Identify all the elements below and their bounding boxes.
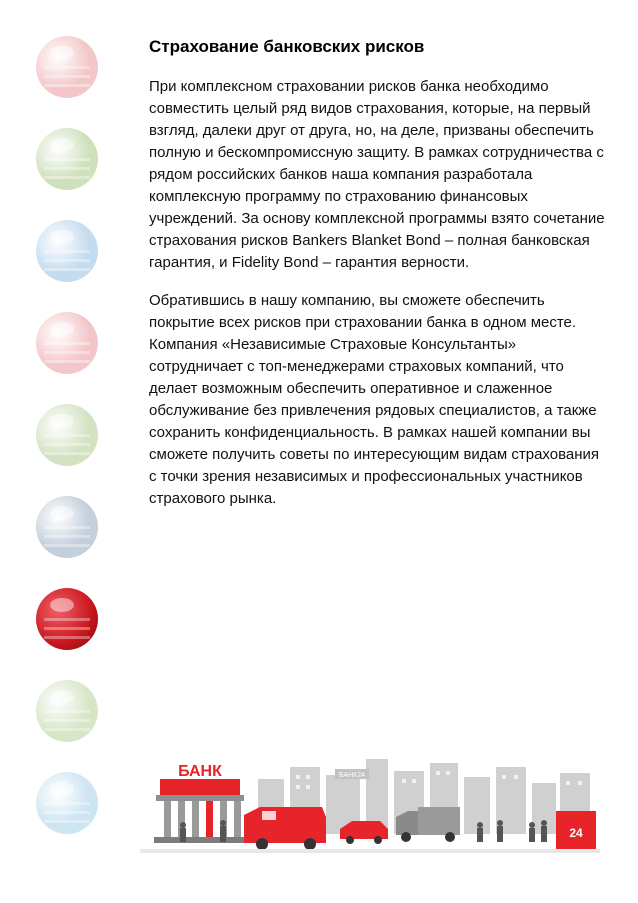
circle-texture-stripe <box>44 66 90 69</box>
circle-texture-stripe <box>44 719 90 722</box>
circle-texture-stripe <box>44 535 90 538</box>
circle-texture-stripe <box>44 167 90 170</box>
circle-texture-stripe <box>44 802 90 805</box>
circle-texture-stripe <box>44 268 90 271</box>
circle-texture-stripe <box>44 728 90 731</box>
decorative-photo-circle-agro <box>36 680 98 742</box>
circle-texture-stripe <box>44 820 90 823</box>
circle-texture-stripe <box>44 351 90 354</box>
page-title: Страхование банковских рисков <box>149 37 425 56</box>
red-car <box>340 821 388 844</box>
bank24-booth <box>556 811 596 851</box>
circle-texture-stripe <box>44 250 90 253</box>
decorative-photo-circle-sky <box>36 772 98 834</box>
bank-building <box>154 763 246 843</box>
circle-texture-stripe <box>44 84 90 87</box>
circle-texture-stripe <box>44 360 90 363</box>
bank-city-illustration <box>140 745 600 860</box>
decorative-photo-circle-money <box>36 588 98 650</box>
circle-highlight <box>50 138 74 152</box>
circle-texture-stripe <box>44 627 90 630</box>
circle-highlight <box>50 322 74 336</box>
bank-sign: БАНК <box>178 763 222 780</box>
circle-texture-stripe <box>44 158 90 161</box>
circle-texture-stripe <box>44 618 90 621</box>
paragraph-2: Обратившись в нашу компанию, вы сможете обеспечить покрытие всех рисков при страховании банка в одном месте. Компания «Независимые Страховые Консультанты» сотрудничает с топ-менеджерами страховых компаний, что делает возможным обеспечить оперативное и слаженное обслуживание без привлечения рядовых специалистов, а также сохранить конфиденциальность. В рамках нашей компании вы сможете получить советы по интересующим видам страхования с точки зрения независимых и профессиональных участников страхового рынка. <box>149 292 600 507</box>
main-content <box>149 36 609 526</box>
circle-texture-stripe <box>44 259 90 262</box>
decorative-photo-circle-finance <box>36 36 98 98</box>
circle-texture-stripe <box>44 443 90 446</box>
circle-texture-stripe <box>44 176 90 179</box>
ground-line <box>140 849 600 853</box>
circle-texture-stripe <box>44 75 90 78</box>
decorative-photo-circle-nature <box>36 128 98 190</box>
circle-highlight <box>50 782 74 796</box>
circle-texture-stripe <box>44 342 90 345</box>
circle-texture-stripe <box>44 811 90 814</box>
circle-highlight <box>50 690 74 704</box>
armored-van <box>244 807 326 850</box>
decorative-photo-circle-industry <box>36 220 98 282</box>
circle-highlight <box>50 46 74 60</box>
paragraph-1: При комплексном страховании рисков банка необходимо совместить целый ряд видов страхования, которые, на первый взгляд, далеки друг от друга, но, на деле, призваны обеспечить полную и бескомпромиссную защиту. В рамках сотрудничества с рядом российских банков наша компания разработала комплексную программу по страхованию финансовых учреждений. За основу комплексной программы взято сочетание страхования рисков Bankers Blanket Bond – полная банковская гарантия, и Fidelity Bond – гарантия верности. <box>149 78 605 271</box>
circle-highlight <box>50 414 74 428</box>
circle-highlight <box>50 598 74 612</box>
decorative-photo-circle-hands <box>36 312 98 374</box>
circle-highlight <box>50 230 74 244</box>
circle-texture-stripe <box>44 452 90 455</box>
circle-texture-stripe <box>44 710 90 713</box>
decorative-photo-circle-plant <box>36 404 98 466</box>
circle-highlight <box>50 506 74 520</box>
circle-texture-stripe <box>44 434 90 437</box>
circle-texture-stripe <box>44 544 90 547</box>
circle-texture-stripe <box>44 526 90 529</box>
gray-truck <box>396 807 460 842</box>
small-bank-sign: БАНК24 <box>338 772 366 779</box>
circle-texture-stripe <box>44 636 90 639</box>
decorative-photo-circle-city <box>36 496 98 558</box>
booth-badge: 24 <box>569 826 583 840</box>
